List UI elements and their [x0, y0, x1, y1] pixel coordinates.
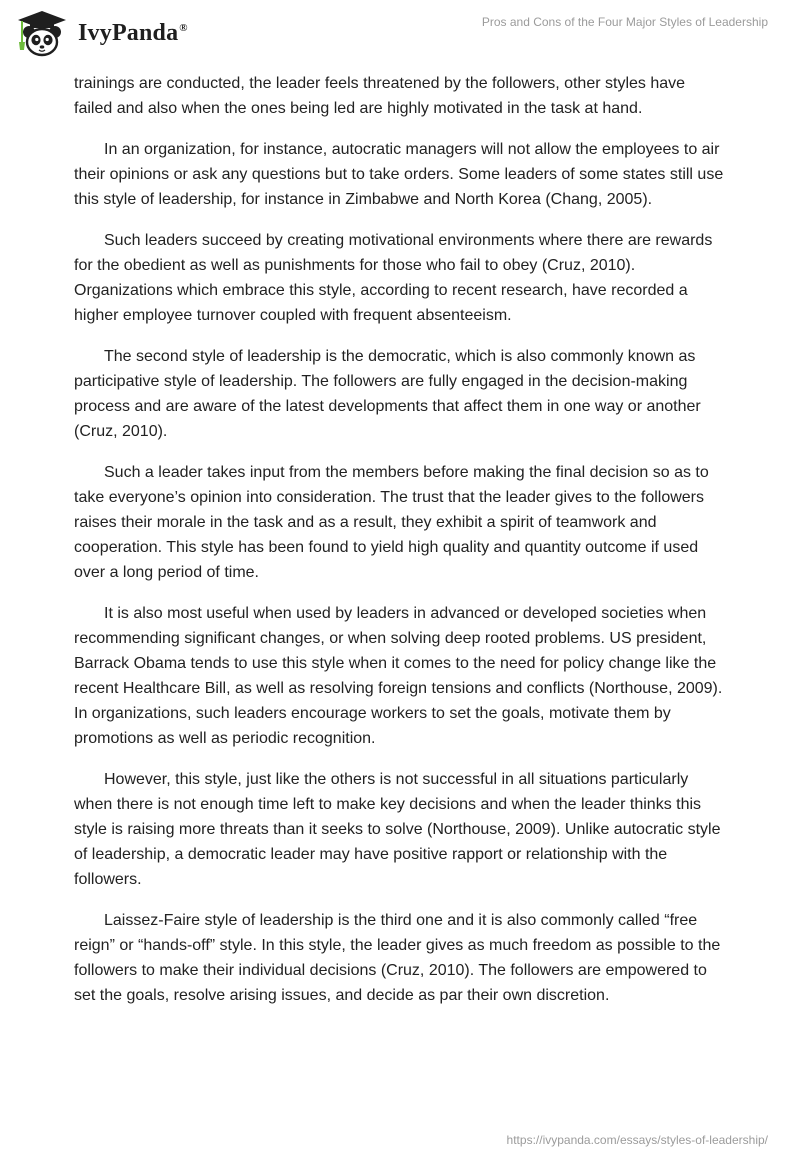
logo[interactable] — [12, 8, 188, 58]
brand-name — [78, 21, 188, 45]
essay-body — [74, 71, 726, 1024]
paragraph: It is also most useful when used by leaders in advanced or developed societies when recommending significant changes, or when solving deep rooted problems. US president, Barrack Obama tends to use this style when it comes to the need for policy change like the recent Healthcare Bill, as well as resolving foreign tensions and conflicts (Northouse, 2009). In organizations, such leaders encourage workers to set the goals, motivate them by promotions as well as periodic recognition. — [74, 605, 723, 747]
paragraph: However, this style, just like the others is not successful in all situations particularly when there is not enough time left to make key decisions and when the leader thinks this style is raising more threats than it seeks to solve (Northouse, 2009). Unlike autocratic style of leadership, a democratic leader may have positive rapport or relationship with the followers. — [74, 771, 721, 888]
page-header — [0, 0, 800, 66]
brand-text: IvyPanda — [78, 20, 179, 46]
source-url[interactable]: https://ivypanda.com/essays/styles-of-leadership/ — [506, 1133, 768, 1147]
document-title: Pros and Cons of the Four Major Styles of Leadership — [481, 15, 768, 29]
paragraph: trainings are conducted, the leader feels threatened by the followers, other styles have failed and also when the ones being led are highly motivated in the task at hand. — [74, 75, 686, 117]
panda-graduate-icon — [12, 8, 74, 58]
paragraph: The second style of leadership is the democratic, which is also commonly known as participative style of leadership. The followers are fully engaged in the decision-making process and are aware of the latest developments that affect them in one way or another (Cruz, 2010). — [74, 348, 701, 440]
paragraph: Such a leader takes input from the members before making the final decision so as to take everyone’s opinion into consideration. The trust that the leader gives to the followers raises their morale in the task and as a result, they exhibit a spirit of teamwork and cooperation. This style has been found to yield high quality and quantity outcome if used over a long period of time. — [74, 464, 709, 581]
paragraph: Laissez-Faire style of leadership is the third one and it is also commonly called “free reign” or “hands-off” style. In this style, the leader gives as much freedom as possible to the followers to make their individual decisions (Cruz, 2010). The followers are empowered to set the goals, resolve arising issues, and decide as par their own discretion. — [74, 912, 721, 1004]
registered-mark: ® — [179, 22, 188, 34]
paragraph: Such leaders succeed by creating motivational environments where there are rewards for the obedient as well as punishments for those who fail to obey (Cruz, 2010). Organizations which embrace this style, according to recent research, have recorded a higher employee turnover coupled with frequent absenteeism. — [74, 232, 713, 324]
paragraph: In an organization, for instance, autocratic managers will not allow the employees to air their opinions or ask any questions but to take orders. Some leaders of some states still use this style of leadership, for instance in Zimbabwe and North Korea (Chang, 2005). — [74, 141, 724, 208]
